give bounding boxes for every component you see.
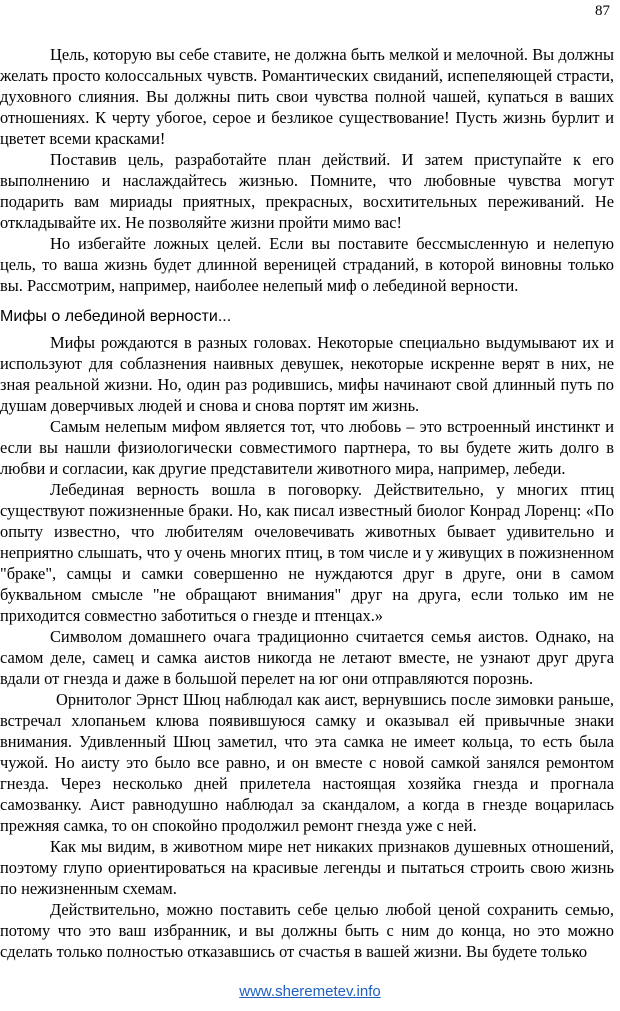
paragraph: Мифы рождаются в разных головах. Некоторые специально выдумывают их и используют для соблазнения наивных девушек, некоторые искренне верят в них, не зная реальной жизни. Но, один раз родившись, мифы начинают свой длинный путь по душам доверчивых людей и снова и снова портят им жизнь. <box>0 333 614 415</box>
paragraph: Поставив цель, разработайте план действий. И затем приступайте к его выполнению и наслаждайтесь жизнью. Помните, что любовные чувства могут подарить вам мириады приятных, прекрасных, восхитительных переживаний. Не откладывайте их. Не позволяйте жизни пройти мимо вас! <box>0 150 614 232</box>
paragraph: Как мы видим, в животном мире нет никаких признаков душевных отношений, поэтому глупо ориентироваться на красивые легенды и пытаться строить свою жизнь по нежизненным схемам. <box>0 837 614 898</box>
paragraph: Самым нелепым мифом является тот, что любовь – это встроенный инстинкт и если вы нашли физиологически совместимого партнера, то вы будете жить долго в любви и согласии, как другие представители животного мира, например, лебеди. <box>0 417 614 478</box>
paragraph: Действительно, можно поставить себе целью любой ценой сохранить семью, потому что это ваш избранник, и вы должны быть с ним до конца, но это можно сделать только полностью отказавшись от счастья в вашей жизни. Вы будете только <box>0 900 614 961</box>
section-heading: Мифы о лебединой верности... <box>0 308 232 325</box>
paragraph: Символом домашнего очага традиционно считается семья аистов. Однако, на самом деле, самец и самка аистов никогда не летают вместе, не узнают друг друга вдали от гнезда и даже в большой перелет на юг они отправляются порознь. <box>0 627 614 688</box>
paragraph: Лебединая верность вошла в поговорку. Действительно, у многих птиц существуют пожизненные браки. Но, как писал известный биолог Конрад Лоренц: «По опыту известно, что любителям очеловечивать животных бывает удивительно и неприятно слышать, что у очень многих птиц, в том числе и у живущих в пожизненном "браке", самцы и самки совершенно не нуждаются друг в друге, они в самом буквальном смысле "не обращают внимания" друг на друга, если только им не приходится совместно заботиться о гнезде и птенцах.» <box>0 480 614 625</box>
paragraph: Орнитолог Эрнст Шюц наблюдал как аист, вернувшись после зимовки раньше, встречал хлопаньем клюва появившуюся самку и оказывал ей привычные знаки внимания. Удивленный Шюц заметил, что эта самка не имеет кольца, то есть была чужой. Но аисту это было все равно, и он вместе с новой самкой занялся ремонтом гнезда. Через несколько дней прилетела настоящая хозяйка гнезда и прогнала самозванку. Аист равнодушно наблюдал за скандалом, а когда в гнезде воцарилась прежняя самка, то он спокойно продолжил ремонт гнезда уже с ней. <box>0 690 614 835</box>
paragraph: Цель, которую вы себе ставите, не должна быть мелкой и мелочной. Вы должны желать просто колоссальных чувств. Романтических свиданий, испепеляющей страсти, духовного слияния. Вы должны пить свои чувства полной чашей, купаться в ваших отношениях. К черту убогое, серое и безликое существование! Пусть жизнь бурлит и цветет всеми красками! <box>0 45 614 148</box>
page-body <box>0 44 620 962</box>
page-number: 87 <box>595 3 610 19</box>
footer-website-link[interactable]: www.sheremetev.info <box>239 983 381 1000</box>
paragraph: Но избегайте ложных целей. Если вы поставите бессмысленную и нелепую цель, то ваша жизнь будет длинной вереницей страданий, в которой виновны только вы. Рассмотрим, например, наиболее нелепый миф о лебединой верности. <box>0 234 614 295</box>
